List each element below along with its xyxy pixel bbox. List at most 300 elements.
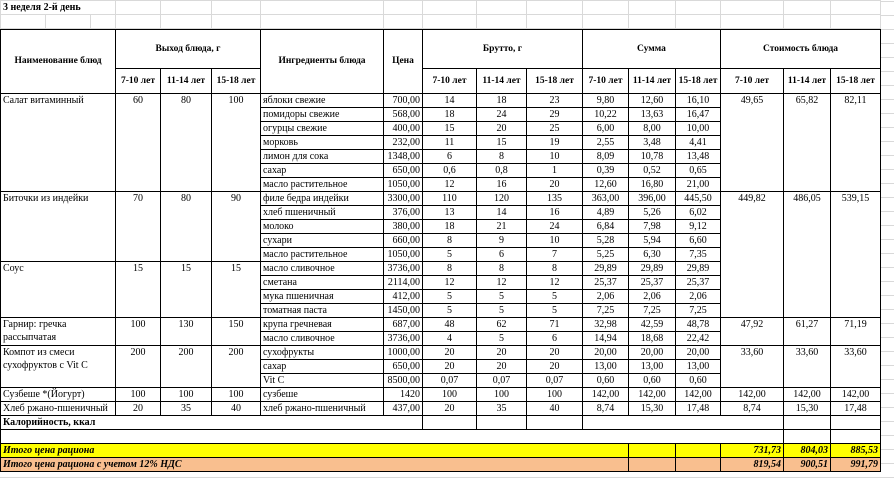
ingredient-sum[interactable]: 10,00 bbox=[676, 122, 721, 136]
ingredient-name[interactable]: яблоки свежие bbox=[261, 94, 384, 108]
ingredient-brutto[interactable]: 29 bbox=[527, 108, 583, 122]
ingredient-sum[interactable]: 9,12 bbox=[676, 220, 721, 234]
ingredient-brutto[interactable]: 12 bbox=[423, 178, 477, 192]
ingredient-sum[interactable]: 25,37 bbox=[583, 276, 629, 290]
cell[interactable] bbox=[721, 1, 784, 15]
header-yield-age: 7-10 лет bbox=[116, 69, 161, 94]
cell[interactable] bbox=[261, 1, 384, 15]
ingredient-sum[interactable]: 142,00 bbox=[676, 388, 721, 402]
cell[interactable] bbox=[91, 15, 116, 29]
dish-yield[interactable]: 90 bbox=[212, 192, 261, 262]
table-row bbox=[1, 402, 881, 416]
ingredient-sum[interactable]: 6,02 bbox=[676, 206, 721, 220]
ingredient-price[interactable]: 1050,00 bbox=[384, 178, 423, 192]
ingredient-price[interactable]: 2114,00 bbox=[384, 276, 423, 290]
ingredient-price[interactable]: 400,00 bbox=[384, 122, 423, 136]
cell[interactable] bbox=[212, 1, 261, 15]
ingredient-brutto[interactable]: 135 bbox=[527, 192, 583, 206]
ingredient-sum[interactable]: 14,94 bbox=[583, 332, 629, 346]
ingredient-price[interactable]: 412,00 bbox=[384, 290, 423, 304]
ingredient-brutto[interactable]: 12 bbox=[423, 276, 477, 290]
ingredient-sum[interactable]: 445,50 bbox=[676, 192, 721, 206]
cell[interactable] bbox=[477, 15, 527, 29]
ingredient-sum[interactable]: 396,00 bbox=[629, 192, 676, 206]
dish-cost[interactable]: 61,27 bbox=[784, 318, 831, 346]
ingredient-brutto[interactable]: 71 bbox=[527, 318, 583, 332]
ingredient-sum[interactable]: 0,60 bbox=[676, 374, 721, 388]
ingredient-brutto[interactable]: 20 bbox=[477, 360, 527, 374]
ingredient-sum[interactable]: 32,98 bbox=[583, 318, 629, 332]
calories-brutto-cell[interactable] bbox=[477, 416, 527, 430]
ingredient-brutto[interactable]: 8 bbox=[477, 150, 527, 164]
ingredient-brutto[interactable]: 14 bbox=[477, 206, 527, 220]
dish-cost[interactable]: 33,60 bbox=[784, 346, 831, 388]
ingredient-price[interactable]: 437,00 bbox=[384, 402, 423, 416]
ingredient-sum[interactable]: 3,48 bbox=[629, 136, 676, 150]
ingredient-name[interactable]: сахар bbox=[261, 164, 384, 178]
ingredient-name[interactable]: сузбеше bbox=[261, 388, 384, 402]
cell[interactable] bbox=[116, 15, 161, 29]
ingredient-name[interactable]: сметана bbox=[261, 276, 384, 290]
dish-name[interactable]: Сузбеше *(Йогурт) bbox=[1, 388, 116, 402]
cell[interactable] bbox=[784, 15, 831, 29]
total-value[interactable]: 731,73 bbox=[721, 444, 784, 458]
ingredient-brutto[interactable]: 20 bbox=[527, 178, 583, 192]
ingredient-brutto[interactable]: 100 bbox=[423, 388, 477, 402]
dish-yield[interactable]: 15 bbox=[212, 262, 261, 318]
ingredient-sum[interactable]: 7,25 bbox=[629, 304, 676, 318]
ingredient-brutto[interactable]: 0,07 bbox=[423, 374, 477, 388]
ingredient-sum[interactable]: 142,00 bbox=[629, 388, 676, 402]
empty-cell[interactable] bbox=[831, 430, 881, 444]
cell[interactable] bbox=[161, 15, 212, 29]
total_vat-label[interactable]: Итого цена рациона с учетом 12% НДС bbox=[1, 458, 629, 472]
ingredient-brutto[interactable]: 9 bbox=[477, 234, 527, 248]
dish-cost[interactable]: 15,30 bbox=[784, 402, 831, 416]
dish-yield[interactable]: 80 bbox=[161, 94, 212, 192]
ingredient-sum[interactable]: 2,06 bbox=[629, 290, 676, 304]
ingredient-sum[interactable]: 6,00 bbox=[583, 122, 629, 136]
ingredient-name[interactable]: масло сливочное bbox=[261, 332, 384, 346]
ingredient-brutto[interactable]: 16 bbox=[527, 206, 583, 220]
ingredient-name[interactable]: филе бедра индейки bbox=[261, 192, 384, 206]
ingredient-sum[interactable]: 16,10 bbox=[676, 94, 721, 108]
cell[interactable] bbox=[46, 15, 91, 29]
dish-yield[interactable]: 40 bbox=[212, 402, 261, 416]
cell[interactable] bbox=[527, 1, 583, 15]
dish-name[interactable]: Соус bbox=[1, 262, 116, 318]
total_vat-cell[interactable] bbox=[629, 458, 676, 472]
dish-cost[interactable]: 65,82 bbox=[784, 94, 831, 192]
ingredient-name[interactable]: томатная паста bbox=[261, 304, 384, 318]
ingredient-brutto[interactable]: 11 bbox=[423, 136, 477, 150]
ingredient-brutto[interactable]: 100 bbox=[477, 388, 527, 402]
ingredient-sum[interactable]: 29,89 bbox=[629, 262, 676, 276]
sheet-title[interactable]: 3 неделя 2-й день bbox=[1, 1, 116, 15]
dish-yield[interactable]: 100 bbox=[116, 388, 161, 402]
cell[interactable] bbox=[629, 15, 676, 29]
ingredient-price[interactable]: 232,00 bbox=[384, 136, 423, 150]
dish-yield[interactable]: 35 bbox=[161, 402, 212, 416]
ingredient-price[interactable]: 568,00 bbox=[384, 108, 423, 122]
ingredient-brutto[interactable]: 14 bbox=[423, 94, 477, 108]
ingredient-price[interactable]: 3736,00 bbox=[384, 262, 423, 276]
ingredient-sum[interactable]: 13,00 bbox=[676, 360, 721, 374]
dish-yield[interactable]: 150 bbox=[212, 318, 261, 346]
total_vat-row bbox=[1, 458, 881, 472]
dish-cost[interactable]: 17,48 bbox=[831, 402, 881, 416]
total-cell[interactable] bbox=[676, 444, 721, 458]
ingredient-brutto[interactable]: 21 bbox=[477, 220, 527, 234]
cell[interactable] bbox=[676, 15, 721, 29]
ingredient-brutto[interactable]: 0,6 bbox=[423, 164, 477, 178]
dish-cost[interactable]: 82,11 bbox=[831, 94, 881, 192]
cell[interactable] bbox=[527, 15, 583, 29]
ingredient-sum[interactable]: 0,52 bbox=[629, 164, 676, 178]
ingredient-brutto[interactable]: 15 bbox=[423, 122, 477, 136]
ingredient-price[interactable]: 1420 bbox=[384, 388, 423, 402]
header-brutto-age: 7-10 лет bbox=[423, 69, 477, 94]
ingredient-brutto[interactable]: 6 bbox=[477, 248, 527, 262]
ingredient-price[interactable]: 660,00 bbox=[384, 234, 423, 248]
cell[interactable] bbox=[583, 15, 629, 29]
header-brutto-age: 15-18 лет bbox=[527, 69, 583, 94]
header-cost: Стоимость блюда bbox=[721, 30, 881, 69]
total_vat-value[interactable]: 819,54 bbox=[721, 458, 784, 472]
ingredient-sum[interactable]: 4,89 bbox=[583, 206, 629, 220]
ingredient-sum[interactable]: 8,09 bbox=[583, 150, 629, 164]
empty-cell[interactable] bbox=[1, 430, 784, 444]
ingredient-brutto[interactable]: 5 bbox=[423, 248, 477, 262]
ingredient-brutto[interactable]: 16 bbox=[477, 178, 527, 192]
ingredient-sum[interactable]: 7,98 bbox=[629, 220, 676, 234]
ingredient-brutto[interactable]: 0,07 bbox=[527, 374, 583, 388]
dish-name[interactable]: Салат витаминный bbox=[1, 94, 116, 192]
ingredient-brutto[interactable]: 48 bbox=[423, 318, 477, 332]
ingredient-brutto[interactable]: 110 bbox=[423, 192, 477, 206]
ingredient-sum[interactable]: 7,25 bbox=[583, 304, 629, 318]
ingredient-brutto[interactable]: 20 bbox=[423, 360, 477, 374]
ingredient-brutto[interactable]: 6 bbox=[423, 150, 477, 164]
ingredient-sum[interactable]: 25,37 bbox=[629, 276, 676, 290]
total-label[interactable]: Итого цена рациона bbox=[1, 444, 629, 458]
ingredient-sum[interactable]: 2,06 bbox=[583, 290, 629, 304]
ingredient-brutto[interactable]: 10 bbox=[527, 150, 583, 164]
header-cost-age: 11-14 лет bbox=[784, 69, 831, 94]
ingredient-sum[interactable]: 363,00 bbox=[583, 192, 629, 206]
ingredient-brutto[interactable]: 6 bbox=[527, 332, 583, 346]
ingredient-sum[interactable]: 13,00 bbox=[629, 360, 676, 374]
dish-name[interactable]: Гарнир: гречка рассыпчатая bbox=[1, 318, 116, 346]
ingredient-sum[interactable]: 22,42 bbox=[676, 332, 721, 346]
ingredient-price[interactable]: 1450,00 bbox=[384, 304, 423, 318]
ingredient-brutto[interactable]: 35 bbox=[477, 402, 527, 416]
ingredient-sum[interactable]: 21,00 bbox=[676, 178, 721, 192]
ingredient-price[interactable]: 1348,00 bbox=[384, 150, 423, 164]
ingredient-brutto[interactable]: 8 bbox=[527, 262, 583, 276]
cell[interactable] bbox=[477, 1, 527, 15]
ingredient-brutto[interactable]: 20 bbox=[423, 346, 477, 360]
dish-yield[interactable]: 80 bbox=[161, 192, 212, 262]
ingredient-sum[interactable]: 7,35 bbox=[676, 248, 721, 262]
dish-cost[interactable]: 8,74 bbox=[721, 402, 784, 416]
ingredient-name[interactable]: хлеб пшеничный bbox=[261, 206, 384, 220]
ingredient-brutto[interactable]: 12 bbox=[477, 276, 527, 290]
dish-yield[interactable]: 130 bbox=[161, 318, 212, 346]
header-brutto: Брутто, г bbox=[423, 30, 583, 69]
ingredient-brutto[interactable]: 4 bbox=[423, 332, 477, 346]
ingredient-name[interactable]: сахар bbox=[261, 360, 384, 374]
ingredient-price[interactable]: 650,00 bbox=[384, 164, 423, 178]
ingredient-sum[interactable]: 5,26 bbox=[629, 206, 676, 220]
ingredient-sum[interactable]: 4,41 bbox=[676, 136, 721, 150]
ingredient-brutto[interactable]: 20 bbox=[477, 346, 527, 360]
ingredient-brutto[interactable]: 19 bbox=[527, 136, 583, 150]
ingredient-name[interactable]: масло сливочное bbox=[261, 262, 384, 276]
cell[interactable] bbox=[161, 1, 212, 15]
ingredient-sum[interactable]: 20,00 bbox=[629, 346, 676, 360]
ingredient-sum[interactable]: 0,60 bbox=[629, 374, 676, 388]
ingredient-brutto[interactable]: 5 bbox=[423, 290, 477, 304]
dish-name[interactable]: Биточки из индейки bbox=[1, 192, 116, 262]
dish-yield[interactable]: 70 bbox=[116, 192, 161, 262]
calories-brutto-cell[interactable] bbox=[527, 416, 583, 430]
ingredient-name[interactable]: огурцы свежие bbox=[261, 122, 384, 136]
ingredient-sum[interactable]: 8,74 bbox=[583, 402, 629, 416]
dish-yield[interactable]: 100 bbox=[212, 94, 261, 192]
cell[interactable] bbox=[261, 15, 384, 29]
ingredient-brutto[interactable]: 12 bbox=[527, 276, 583, 290]
dish-cost[interactable]: 47,92 bbox=[721, 318, 784, 346]
ingredient-brutto[interactable]: 5 bbox=[477, 332, 527, 346]
ingredient-brutto[interactable]: 20 bbox=[527, 346, 583, 360]
dish-cost[interactable]: 142,00 bbox=[721, 388, 784, 402]
ingredient-name[interactable]: молоко bbox=[261, 220, 384, 234]
dish-cost[interactable]: 142,00 bbox=[831, 388, 881, 402]
ingredient-brutto[interactable]: 18 bbox=[423, 108, 477, 122]
header-sum-age: 15-18 лет bbox=[676, 69, 721, 94]
total_vat-cell[interactable] bbox=[676, 458, 721, 472]
ingredient-sum[interactable]: 0,39 bbox=[583, 164, 629, 178]
ingredient-sum[interactable]: 13,63 bbox=[629, 108, 676, 122]
header-cost-age: 7-10 лет bbox=[721, 69, 784, 94]
ingredient-sum[interactable]: 20,00 bbox=[676, 346, 721, 360]
calories-cell[interactable] bbox=[831, 416, 881, 430]
cell[interactable] bbox=[583, 1, 629, 15]
cell[interactable] bbox=[721, 15, 784, 29]
ingredient-brutto[interactable]: 7 bbox=[527, 248, 583, 262]
ingredient-name[interactable]: мука пшеничная bbox=[261, 290, 384, 304]
dish-cost[interactable]: 539,15 bbox=[831, 192, 881, 318]
ingredient-brutto[interactable]: 18 bbox=[423, 220, 477, 234]
ingredient-brutto[interactable]: 24 bbox=[527, 220, 583, 234]
ingredient-name[interactable]: масло растительное bbox=[261, 178, 384, 192]
dish-cost[interactable]: 142,00 bbox=[784, 388, 831, 402]
total-cell[interactable] bbox=[629, 444, 676, 458]
ingredient-brutto[interactable]: 5 bbox=[477, 290, 527, 304]
ingredient-brutto[interactable]: 8 bbox=[423, 234, 477, 248]
ingredient-sum[interactable]: 20,00 bbox=[583, 346, 629, 360]
calories-brutto-cell[interactable] bbox=[423, 416, 477, 430]
ingredient-sum[interactable]: 15,30 bbox=[629, 402, 676, 416]
cell[interactable] bbox=[831, 1, 881, 15]
dish-yield[interactable]: 15 bbox=[161, 262, 212, 318]
empty-cell[interactable] bbox=[784, 430, 831, 444]
dish-yield[interactable]: 60 bbox=[116, 94, 161, 192]
dish-name[interactable]: Компот из смеси сухофруктов с Vit C bbox=[1, 346, 116, 388]
ingredient-sum[interactable]: 2,55 bbox=[583, 136, 629, 150]
ingredient-brutto[interactable]: 1 bbox=[527, 164, 583, 178]
ingredient-brutto[interactable]: 15 bbox=[477, 136, 527, 150]
ingredient-sum[interactable]: 5,25 bbox=[583, 248, 629, 262]
ingredient-sum[interactable]: 0,65 bbox=[676, 164, 721, 178]
ingredient-sum[interactable]: 10,22 bbox=[583, 108, 629, 122]
dish-yield[interactable]: 100 bbox=[116, 318, 161, 346]
dish-cost[interactable]: 49,65 bbox=[721, 94, 784, 192]
total-value[interactable]: 804,03 bbox=[784, 444, 831, 458]
calories-value-cell[interactable] bbox=[583, 416, 784, 430]
ingredient-sum[interactable]: 5,94 bbox=[629, 234, 676, 248]
ingredient-brutto[interactable]: 10 bbox=[527, 234, 583, 248]
ingredient-brutto[interactable]: 8 bbox=[477, 262, 527, 276]
ingredient-sum[interactable]: 17,48 bbox=[676, 402, 721, 416]
ingredient-name[interactable]: сухари bbox=[261, 234, 384, 248]
ingredient-brutto[interactable]: 18 bbox=[477, 94, 527, 108]
cell[interactable] bbox=[676, 1, 721, 15]
ingredient-name[interactable]: хлеб ржано-пшеничный bbox=[261, 402, 384, 416]
ingredient-brutto[interactable]: 0,8 bbox=[477, 164, 527, 178]
ingredient-sum[interactable]: 142,00 bbox=[583, 388, 629, 402]
calories-cell[interactable] bbox=[784, 416, 831, 430]
ingredient-price[interactable]: 3300,00 bbox=[384, 192, 423, 206]
ingredient-name[interactable]: морковь bbox=[261, 136, 384, 150]
ingredient-name[interactable]: крупа гречневая bbox=[261, 318, 384, 332]
ingredient-sum[interactable]: 10,78 bbox=[629, 150, 676, 164]
ingredient-sum[interactable]: 6,84 bbox=[583, 220, 629, 234]
ingredient-sum[interactable]: 16,80 bbox=[629, 178, 676, 192]
dish-yield[interactable]: 100 bbox=[212, 388, 261, 402]
ingredient-name[interactable]: помидоры свежие bbox=[261, 108, 384, 122]
cell[interactable] bbox=[629, 1, 676, 15]
dish-yield[interactable]: 200 bbox=[161, 346, 212, 388]
ingredient-brutto[interactable]: 23 bbox=[527, 94, 583, 108]
ingredient-name[interactable]: сухофрукты bbox=[261, 346, 384, 360]
dish-name[interactable]: Хлеб ржано-пшеничный bbox=[1, 402, 116, 416]
ingredient-price[interactable]: 380,00 bbox=[384, 220, 423, 234]
total-value[interactable]: 885,53 bbox=[831, 444, 881, 458]
ingredient-brutto[interactable]: 5 bbox=[527, 290, 583, 304]
cell[interactable] bbox=[116, 1, 161, 15]
dish-cost[interactable]: 71,19 bbox=[831, 318, 881, 346]
ingredient-name[interactable]: Vit C bbox=[261, 374, 384, 388]
ingredient-sum[interactable]: 16,47 bbox=[676, 108, 721, 122]
header-cost-age: 15-18 лет bbox=[831, 69, 881, 94]
total_vat-value[interactable]: 991,79 bbox=[831, 458, 881, 472]
cell[interactable] bbox=[423, 1, 477, 15]
header-brutto-age: 11-14 лет bbox=[477, 69, 527, 94]
table-row bbox=[1, 346, 881, 360]
ingredient-price[interactable]: 3736,00 bbox=[384, 332, 423, 346]
ingredient-price[interactable]: 687,00 bbox=[384, 318, 423, 332]
dish-yield[interactable]: 200 bbox=[212, 346, 261, 388]
table-row bbox=[1, 94, 881, 108]
ingredient-name[interactable]: лимон для сока bbox=[261, 150, 384, 164]
ingredient-sum[interactable]: 13,00 bbox=[583, 360, 629, 374]
ingredient-price[interactable]: 700,00 bbox=[384, 94, 423, 108]
ingredient-brutto[interactable]: 20 bbox=[527, 360, 583, 374]
ingredient-brutto[interactable]: 5 bbox=[527, 304, 583, 318]
ingredient-sum[interactable]: 29,89 bbox=[583, 262, 629, 276]
ingredient-sum[interactable]: 12,60 bbox=[583, 178, 629, 192]
cell[interactable] bbox=[1, 15, 46, 29]
ingredient-brutto[interactable]: 20 bbox=[477, 122, 527, 136]
ingredient-brutto[interactable]: 5 bbox=[477, 304, 527, 318]
dish-cost[interactable]: 33,60 bbox=[831, 346, 881, 388]
ingredient-sum[interactable]: 6,30 bbox=[629, 248, 676, 262]
ingredient-brutto[interactable]: 13 bbox=[423, 206, 477, 220]
ingredient-brutto[interactable]: 0,07 bbox=[477, 374, 527, 388]
ingredient-brutto[interactable]: 62 bbox=[477, 318, 527, 332]
ingredient-brutto[interactable]: 24 bbox=[477, 108, 527, 122]
total_vat-value[interactable]: 900,51 bbox=[784, 458, 831, 472]
dish-yield[interactable]: 100 bbox=[161, 388, 212, 402]
ingredient-sum[interactable]: 48,78 bbox=[676, 318, 721, 332]
ingredient-sum[interactable]: 18,68 bbox=[629, 332, 676, 346]
dish-cost[interactable]: 33,60 bbox=[721, 346, 784, 388]
ingredient-brutto[interactable]: 25 bbox=[527, 122, 583, 136]
ingredient-brutto[interactable]: 8 bbox=[423, 262, 477, 276]
ingredient-brutto[interactable]: 5 bbox=[423, 304, 477, 318]
dish-yield[interactable]: 200 bbox=[116, 346, 161, 388]
dish-cost[interactable]: 449,82 bbox=[721, 192, 784, 318]
ingredient-brutto[interactable]: 120 bbox=[477, 192, 527, 206]
ingredient-sum[interactable]: 5,28 bbox=[583, 234, 629, 248]
dish-yield[interactable]: 20 bbox=[116, 402, 161, 416]
ingredient-price[interactable]: 1000,00 bbox=[384, 346, 423, 360]
ingredient-sum[interactable]: 8,00 bbox=[629, 122, 676, 136]
cell[interactable] bbox=[423, 15, 477, 29]
ingredient-sum[interactable]: 9,80 bbox=[583, 94, 629, 108]
calories-label[interactable]: Калорийность, ккал bbox=[1, 416, 423, 430]
ingredient-price[interactable]: 1050,00 bbox=[384, 248, 423, 262]
ingredient-brutto[interactable]: 100 bbox=[527, 388, 583, 402]
header-yield-age: 11-14 лет bbox=[161, 69, 212, 94]
ingredient-sum[interactable]: 13,48 bbox=[676, 150, 721, 164]
cell[interactable] bbox=[384, 1, 423, 15]
ingredient-brutto[interactable]: 40 bbox=[527, 402, 583, 416]
ingredient-sum[interactable]: 25,37 bbox=[676, 276, 721, 290]
ingredient-price[interactable]: 650,00 bbox=[384, 360, 423, 374]
ingredient-sum[interactable]: 12,60 bbox=[629, 94, 676, 108]
cell[interactable] bbox=[784, 1, 831, 15]
cell[interactable] bbox=[212, 15, 261, 29]
ingredient-brutto[interactable]: 20 bbox=[423, 402, 477, 416]
ingredient-sum[interactable]: 0,60 bbox=[583, 374, 629, 388]
ingredient-sum[interactable]: 42,59 bbox=[629, 318, 676, 332]
ingredient-sum[interactable]: 7,25 bbox=[676, 304, 721, 318]
ingredient-sum[interactable]: 6,60 bbox=[676, 234, 721, 248]
cell[interactable] bbox=[384, 15, 423, 29]
total-row bbox=[1, 444, 881, 458]
dish-yield[interactable]: 15 bbox=[116, 262, 161, 318]
ingredient-sum[interactable]: 29,89 bbox=[676, 262, 721, 276]
ingredient-name[interactable]: масло растительное bbox=[261, 248, 384, 262]
ingredient-sum[interactable]: 2,06 bbox=[676, 290, 721, 304]
cell[interactable] bbox=[831, 15, 881, 29]
ingredient-price[interactable]: 8500,00 bbox=[384, 374, 423, 388]
ingredient-price[interactable]: 376,00 bbox=[384, 206, 423, 220]
dish-cost[interactable]: 486,05 bbox=[784, 192, 831, 318]
